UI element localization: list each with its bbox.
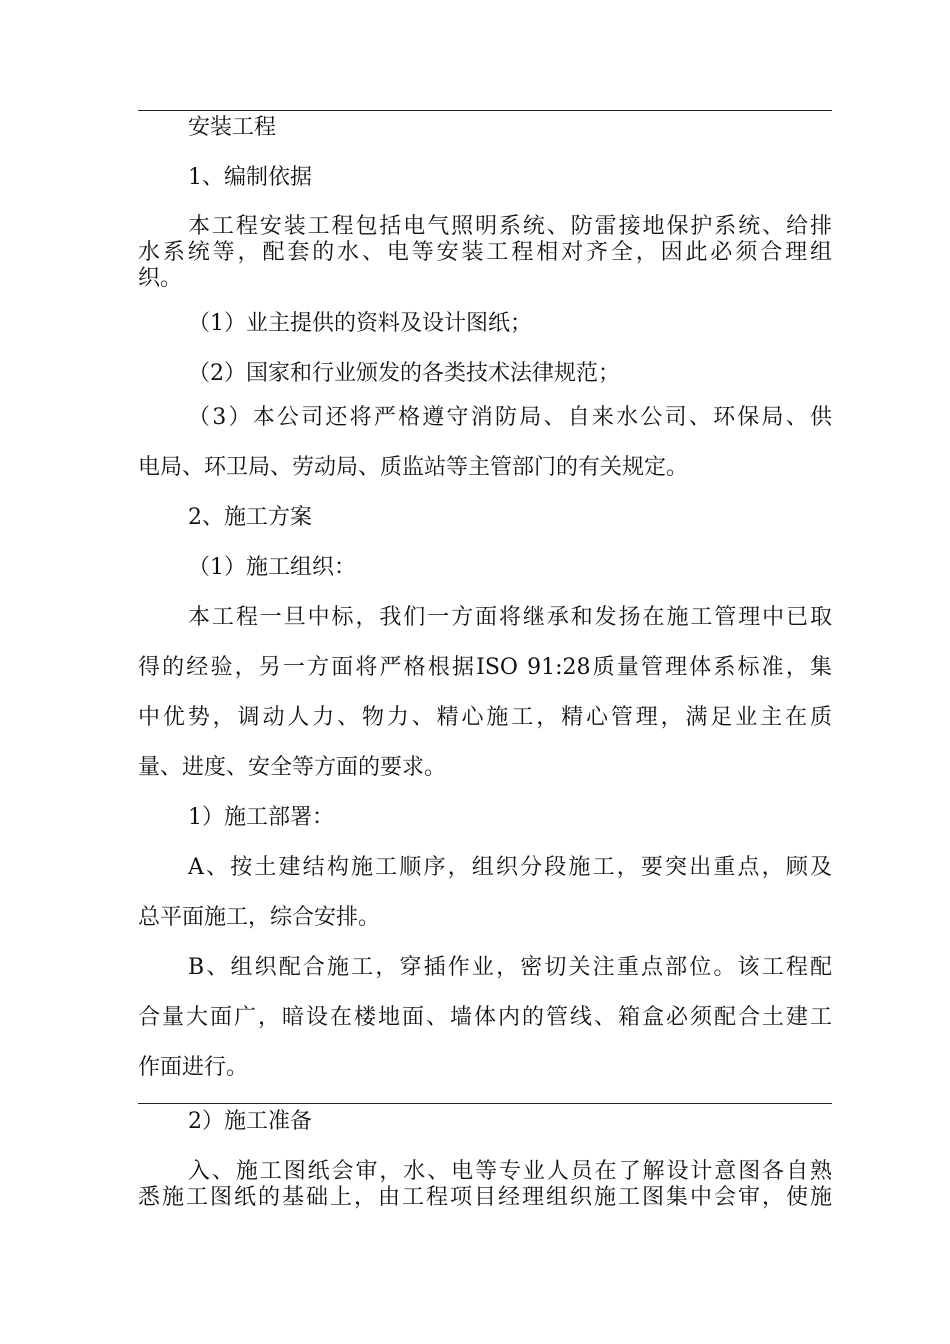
paragraph-line: 中优势，调动人力、物力、精心施工，精心管理，满足业主在质 bbox=[138, 705, 832, 730]
heading-construction-deployment: 1）施工部署： bbox=[188, 805, 334, 830]
paragraph-line: B、组织配合施工，穿插作业，密切关注重点部位。该工程配 bbox=[188, 955, 832, 980]
paragraph-line: 本工程一旦中标，我们一方面将继承和发扬在施工管理中已取 bbox=[188, 605, 832, 630]
paragraph-line: 作面进行。 bbox=[138, 1055, 249, 1080]
paragraph-line: 合量大面广，暗设在楼地面、墙体内的管线、箱盒必须配合土建工 bbox=[138, 1005, 832, 1030]
paragraph-line: 织。 bbox=[138, 266, 183, 291]
paragraph-line: 量、进度、安全等方面的要求。 bbox=[138, 755, 447, 780]
paragraph-line: 悉施工图纸的基础上，由工程项目经理组织施工图集中会审，使施 bbox=[138, 1185, 832, 1210]
section-title: 安装工程 bbox=[188, 115, 277, 140]
paragraph-line: 水系统等，配套的水、电等安装工程相对齐全，因此必须合理组 bbox=[138, 240, 832, 265]
paragraph-line: 本工程安装工程包括电气照明系统、防雷接地保护系统、给排 bbox=[188, 214, 832, 239]
paragraph-line: 电局、环卫局、劳动局、质监站等主管部门的有关规定。 bbox=[138, 455, 689, 480]
heading-compilation-basis: 1、编制依据 bbox=[188, 165, 312, 190]
heading-construction-organization: （1）施工组织： bbox=[188, 555, 356, 580]
basis-item-2: （2）国家和行业颁发的各类技术法律规范； bbox=[188, 361, 620, 386]
paragraph-line: （3）本公司还将严格遵守消防局、自来水公司、环保局、供 bbox=[188, 405, 832, 430]
page-break-rule bbox=[138, 1103, 832, 1104]
heading-construction-preparation: 2）施工准备 bbox=[188, 1109, 312, 1134]
basis-item-1: （1）业主提供的资料及设计图纸； bbox=[188, 311, 532, 336]
paragraph-line: A、按土建结构施工顺序，组织分段施工，要突出重点，顾及 bbox=[188, 855, 832, 880]
heading-construction-plan: 2、施工方案 bbox=[188, 505, 312, 530]
paragraph-line: 入、施工图纸会审，水、电等专业人员在了解设计意图各自熟 bbox=[188, 1159, 832, 1184]
paragraph-line: 总平面施工，综合安排。 bbox=[138, 905, 381, 930]
paragraph-line: 得的经验，另一方面将严格根据ISO 91:28质量管理体系标准，集 bbox=[138, 655, 832, 680]
top-rule bbox=[138, 110, 832, 111]
